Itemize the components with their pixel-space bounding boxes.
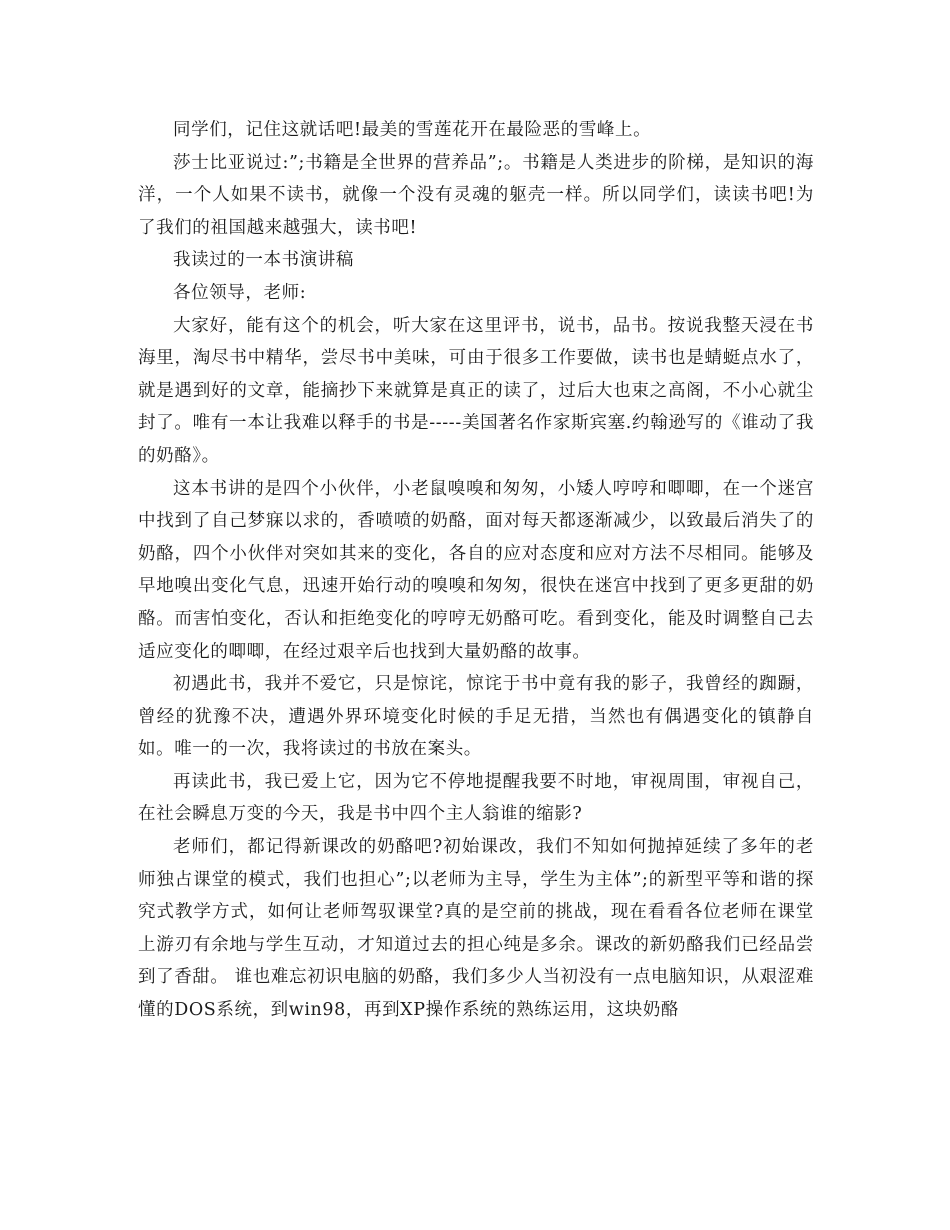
salutation: 各位领导，老师: xyxy=(173,282,307,303)
paragraph-6: 这本书讲的是四个小伙伴，小老鼠嗅嗅和匆匆，小矮人哼哼和唧唧，在一个迷宫中找到了自己梦寐以求的，香喷喷的奶酪，面对每天都逐渐减少，以致最后消失了的奶酪，四个小伙伴对突如其来的变化，各自的应对态度和应对方法不尽相同。能够及早地嗅出变化气息，迅速开始行动的嗅嗅和匆匆，很快在迷宫中找到了更多更甜的奶酪。而害怕变化，否认和拒绝变化的哼哼无奶酪可吃。看到变化，能及时调整自己去适应变化的唧唧，在经过艰辛后也找到大量奶酪的故事。 xyxy=(138,478,814,662)
paragraph-2: 莎士比亚说过:”;书籍是全世界的营养品”;。书籍是人类进步的阶梯，是知识的海洋，一个人如果不读书，就像一个没有灵魂的躯壳一样。所以同学们，读读书吧!为了我们的祖国越来越强大，读书吧! xyxy=(138,152,814,238)
document-body xyxy=(138,114,814,1027)
paragraph-5: 大家好，能有这个的机会，听大家在这里评书，说书，品书。按说我整天浸在书海里，淘尽书中精华，尝尽书中美味，可由于很多工作要做，读书也是蜻蜓点水了，就是遇到好的文章，能摘抄下来就算是真正的读了，过后大也束之高阁，不小心就尘封了。唯有一本让我难以释手的书是-----美国著名作家斯宾塞.约翰逊写的《谁动了我的奶酪》。 xyxy=(138,315,814,466)
speech-title: 我读过的一本书演讲稿 xyxy=(173,250,354,271)
paragraph-7: 初遇此书，我并不爱它，只是惊诧，惊诧于书中竟有我的影子，我曾经的踟蹰，曾经的犹豫不决，遭遇外界环境变化时候的手足无措，当然也有偶遇变化的镇静自如。唯一的一次，我将读过的书放在案头。 xyxy=(138,674,814,760)
paragraph-1: 同学们，记住这就话吧!最美的雪莲花开在最险恶的雪峰上。 xyxy=(173,120,652,140)
paragraph-9: 老师们，都记得新课改的奶酪吧?初始课改，我们不知如何抛掉延续了多年的老师独占课堂的模式，我们也担心”;以老师为主导，学生为主体”;的新型平等和谐的探究式教学方式，如何让老师驾驭课堂?真的是空前的挑战，现在看看各位老师在课堂上游刃有余地与学生互动，才知道过去的担心纯是多余。课改的新奶酪我们已经品尝到了香甜。 谁也难忘初识电脑的奶酪，我们多少人当初没有一点电脑知识，从艰涩难懂的DOS系统，到win98，再到XP操作系统的熟练运用，这块奶酪 xyxy=(138,837,814,1021)
paragraph-8: 再读此书，我已爱上它，因为它不停地提醒我要不时地，审视周围，审视自己，在社会瞬息万变的今天，我是书中四个主人翁谁的缩影? xyxy=(138,771,814,825)
